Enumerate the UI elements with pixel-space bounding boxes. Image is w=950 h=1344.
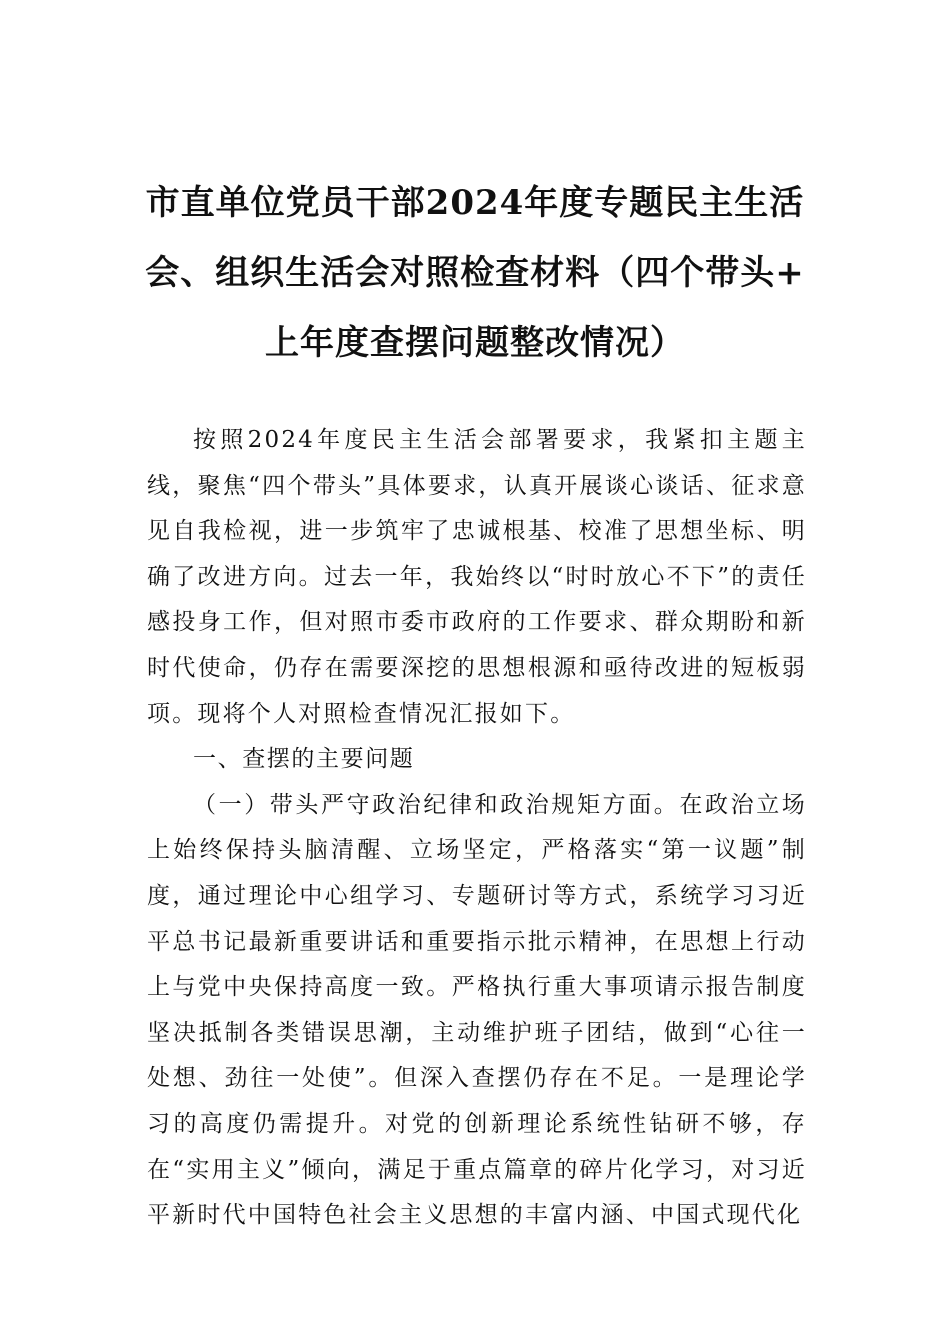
subsection-lead: （一）带头严守政治纪律和政治规矩方面。 [193, 791, 680, 818]
title-line-3: 上年度查摆问题整改情况） [265, 323, 685, 363]
section-heading: 一、查摆的主要问题 [193, 746, 415, 773]
title-line-2: 会、组织生活会对照检查材料（四个带头+ [145, 253, 805, 293]
subsection-paragraph [147, 783, 807, 1239]
intro-paragraph: 按照2024年度民主生活会部署要求，我紧扣主题主线，聚焦“四个带头”具体要求，认真开展谈心谈话、征求意见自我检视，进一步筑牢了忠诚根基、校准了思想坐标、明确了改进方向。过去一年，我始终以“时时放心不下”的责任感投身工作，但对照市委市政府的工作要求、群众期盼和新时代使命，仍存在需要深挖的思想根源和亟待改进的短板弱项。现将个人对照检查情况汇报如下。 [147, 427, 807, 727]
subsection-text: 在政治立场上始终保持头脑清醒、立场坚定，严格落实“第一议题”制度，通过理论中心组学习、专题研讨等方式，系统学习习近平总书记最新重要讲话和重要指示批示精神，在思想上行动上与党中央保持高度一致。严格执行重大事项请示报告制度坚决抵制各类错误思潮，主动维护班子团结，做到“心往一处想、劲往一处使”。但深入查摆仍存在不足。一是理论学习的高度仍需提升。对党的创新理论系统性钻研不够，存在“实用主义”倾向，满足于重点篇章的碎片化学习，对习近平新时代中国特色社会主义思想的丰富内涵、中国式现代化 [147, 791, 807, 1229]
document-body [147, 418, 807, 1239]
title-line-1: 市直单位党员干部2024年度专题民主生活 [145, 183, 805, 223]
document-title [130, 168, 820, 378]
